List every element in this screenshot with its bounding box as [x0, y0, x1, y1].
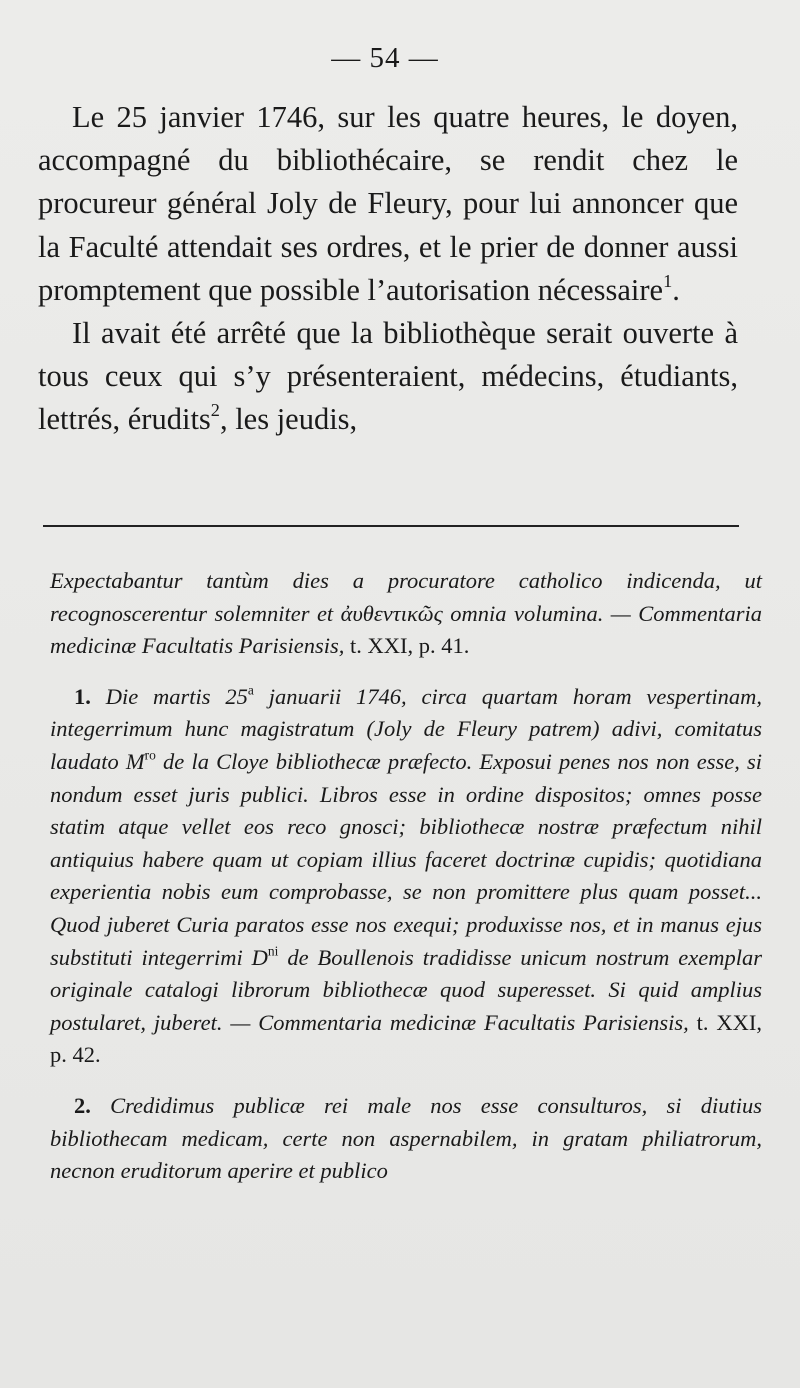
paragraph-2-end: , les jeudis, — [219, 402, 358, 437]
footnote-1-text: de Boullenois tradidisse unicum nostrum exemplar originale catalogi librorum bibliothecæ quod superesset. Si quid amplius postularet, juberet. — Commentaria medicinæ Facultatis Parisiensis, — [50, 944, 762, 1035]
paragraph-2-text: Il avait été arrêté que la bibliothèque serait ouverte à tous ceux qui s’y présenteraient, médecins, étudiants, lettrés, érudits — [38, 316, 738, 437]
footnote-2 — [50, 1090, 762, 1188]
footnote-ref-1: 1 — [663, 271, 673, 292]
main-text — [38, 96, 738, 442]
footnote-continued-ref: t. XXI, p. 41. — [344, 633, 470, 659]
page-number: — 54 — — [331, 42, 439, 74]
footnote-2-number: 2. — [74, 1092, 91, 1118]
footnote-2-text: Credidimus publicæ rei male nos esse consulturos, si diutius bibliothecam medicam, certe non aspernabilem, in gratam philiatrorum, necnon eruditorum aperire et publico — [50, 1092, 762, 1184]
paragraph-1-text: Le 25 janvier 1746, sur les quatre heures, le doyen, accompagné du bibliothécaire, se rendit chez le procureur général Joly de Fleury, pour lui annoncer que la Faculté attendait ses ordres, et le prier de donner aussi promptement que possible l’autorisation nécessaire — [38, 100, 738, 307]
paragraph-1-end: . — [672, 272, 680, 307]
footnote-separator — [43, 525, 739, 527]
footnotes — [50, 565, 762, 1188]
footnote-1 — [50, 681, 762, 1072]
footnote-1-text: de la Cloye bibliothecæ præfecto. Exposui penes nos non esse, si nondum esset juris publici. Libros esse in ordine dispositos; omnes posse statim atque vellet eos reco gnosci; bibliothecæ nostræ præfectum nihil antiquius habere quam ut copiam illius faceret doctrinæ cupidis; quotidiana experientia nobis eum comprobasse, se non promittere plus quam posset... Quod juberet Curia paratos esse nos exequi; produxisse nos, et in manus ejus substituti integerrimi D — [50, 748, 762, 970]
paragraph-1 — [38, 96, 738, 312]
footnote-ref-2: 2 — [210, 400, 220, 421]
footnote-1-text: januarii 1746, circa quartam horam vespertinam, integerrimum hunc magistratum (Joly de Fleury patrem) adivi, comitatus laudato M — [50, 683, 763, 774]
footnote-continued-text: Expectabantur tantùm dies a procuratore catholico indicenda, ut recognoscerentur solemniter et ἀυθεντικῶς omnia volumina. — Commentaria medicinæ Facultatis Parisiensis, — [50, 568, 762, 659]
footnote-continued — [50, 565, 762, 663]
footnote-1-text: Die martis 25 — [90, 683, 248, 709]
footnote-1-sup: ni — [267, 943, 279, 959]
footnote-1-sup: ro — [144, 747, 156, 763]
footnote-1-number: 1. — [74, 683, 91, 709]
footnote-1-ref: t. XXI, p. 42. — [50, 1009, 762, 1068]
paragraph-2 — [38, 312, 738, 442]
footnote-1-sup: a — [247, 682, 254, 698]
